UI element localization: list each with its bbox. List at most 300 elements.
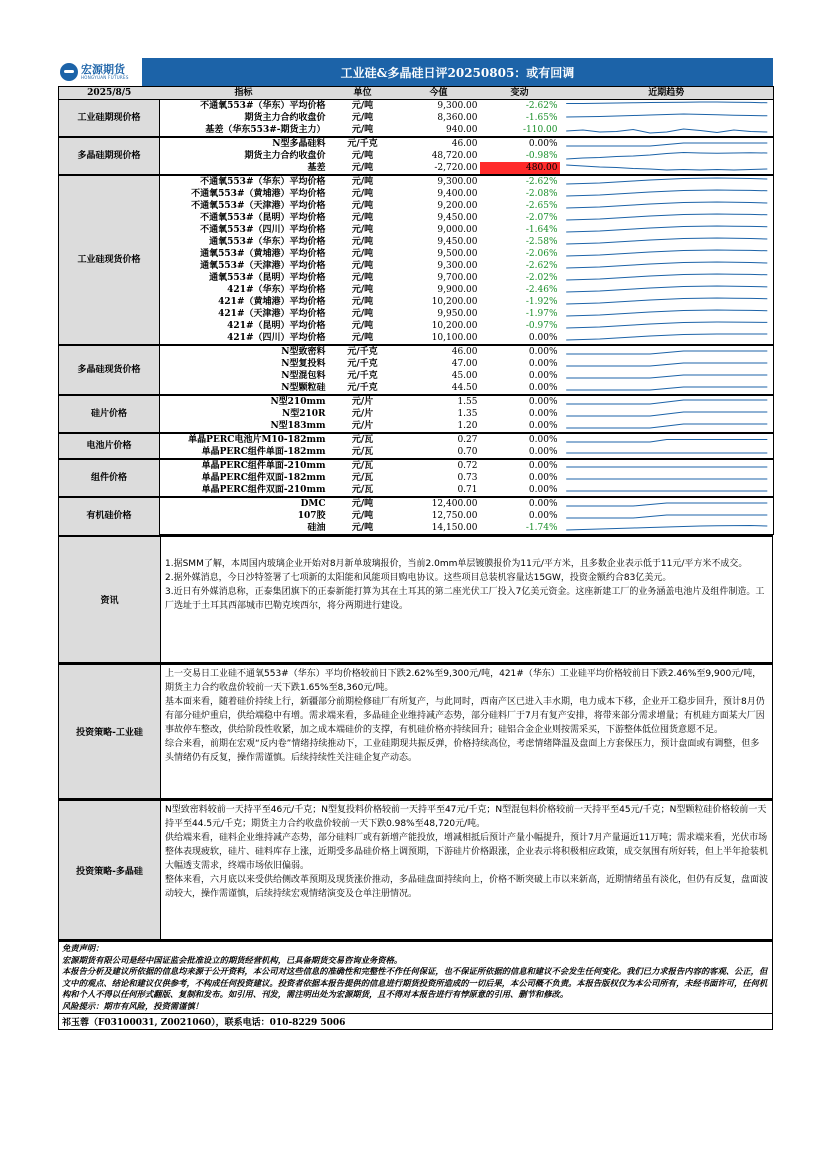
trend-cell: [560, 320, 774, 332]
value-cell: 45.00: [451, 370, 478, 381]
trend-sparkline: [562, 150, 772, 162]
si-strategy-paragraph: 综合来看，前期在宏观“反内卷”情绪持续推动下，工业硅期现共振反弹，价格持续高位，考虑情绪降温及盘面上方套保压力，预计盘面或有调整，但多头情绪仍有反复，操作需谨慎。后续持续性关注硅企复产动态。: [165, 739, 760, 763]
value-cell: 1.55: [398, 395, 480, 408]
trend-sparkline: [562, 370, 772, 382]
category-label: 多晶硅现货价格: [59, 345, 160, 395]
table-row: [59, 420, 774, 433]
trend-cell: [560, 112, 774, 124]
logo-name-en: HONGYUAN FUTURES: [81, 75, 129, 80]
change-cell: 0.00%: [528, 382, 558, 393]
indicator-name: N型210R: [282, 408, 326, 419]
change-cell: -2.62%: [480, 100, 560, 113]
value-cell: 9,500.00: [437, 248, 478, 259]
table-row: [59, 484, 774, 497]
change-cell: -2.06%: [525, 248, 558, 259]
unit-cell: 元/吨: [351, 248, 374, 259]
trend-line: [566, 351, 767, 354]
trend-sparkline: [562, 472, 772, 484]
disclaimer-title: 免责声明：: [62, 943, 104, 953]
indicator-name: 不通氧553#（黄埔港）平均价格: [191, 188, 326, 199]
unit-cell: 元/瓦: [351, 472, 374, 483]
table-row: [59, 137, 774, 150]
risk-warning: 风险提示：期市有风险，投资需谨慎！: [62, 1000, 204, 1011]
unit-cell: 元/吨: [351, 200, 374, 211]
company-logo: [58, 58, 140, 86]
value-cell: 9,300.00: [398, 100, 480, 113]
trend-sparkline: [562, 382, 772, 394]
trend-cell: [560, 224, 774, 236]
trend-cell: [560, 408, 774, 420]
change-cell: -0.98%: [525, 150, 558, 161]
trend-cell: [560, 446, 774, 459]
unit-cell: 元/瓦: [328, 433, 398, 446]
report-title: 工业硅&多晶硅日评20250805：或有回调: [142, 58, 773, 86]
trend-cell: [560, 260, 774, 272]
trend-cell: [560, 124, 774, 137]
trend-sparkline: [562, 124, 772, 136]
unit-cell: 元/片: [351, 408, 374, 419]
indicator-name: 基差: [307, 162, 326, 173]
trend-line: [566, 129, 767, 133]
unit-cell: 元/吨: [351, 260, 374, 271]
table-row: [59, 272, 774, 284]
poly-strategy-paragraph: N型致密料较前一天持平至46元/千克；N型复投料价格较前一天持平至47元/千克；N型混包料价格较前一天持平至45元/千克；N型颗粒硅价格较前一天持平至44.5元/千克；期货主力合约收盘价较前一天下跌0.98%至48,720元/吨。: [165, 805, 767, 829]
trend-sparkline: [562, 138, 772, 150]
logo-mark-icon: [60, 63, 78, 81]
table-row: [59, 162, 774, 175]
trend-line: [566, 178, 767, 184]
trend-sparkline: [562, 176, 772, 188]
change-cell: 0.00%: [480, 395, 560, 408]
unit-cell: 元/千克: [347, 370, 378, 381]
value-cell: 9,400.00: [437, 188, 478, 199]
table-row: [59, 284, 774, 296]
trend-line: [566, 526, 767, 531]
si-strategy-paragraph: 基本面来看，随着硅价持续上行，新疆部分前期检修硅厂有所复产，与此同时，西南产区已进入丰水期，电力成本下移，企业开工稳步回升，预计8月仍有部分硅炉重启，供给端稳中有增。需求端来看，多晶硅企业维持减产态势，部分硅料厂于7月有复产安排，将带来部分需求增量；有机硅方面某大厂因事故停车整改，供给阶段性收紧，加之成本端硅价的支撑，有机硅价格亦持续回升；硅铝合金企业则按需采买，下游整体低位囤货意愿不足。: [165, 697, 765, 735]
poly-strategy-label: 投资策略-多晶硅: [59, 801, 161, 939]
news-item: 1.据SMM了解，本周国内玻璃企业开始对8月新单玻璃报价，当前2.0mm单层镀膜报价为11元/平方米，且多数企业表示低于11元/平方米不成交。: [165, 559, 748, 569]
change-cell: -2.46%: [525, 284, 558, 295]
unit-cell: 元/千克: [328, 137, 398, 150]
si-strategy-section: [58, 663, 773, 799]
trend-sparkline: [562, 296, 772, 308]
trend-sparkline: [562, 510, 772, 522]
change-cell: -110.00: [522, 124, 558, 135]
table-row: [59, 260, 774, 272]
change-cell: 480.00: [480, 162, 560, 175]
value-cell: 9,450.00: [437, 236, 478, 247]
unit-cell: 元/瓦: [351, 446, 374, 457]
news-label: 资讯: [59, 537, 161, 662]
unit-cell: 元/吨: [351, 296, 374, 307]
logo-name-cn: 宏源期货: [81, 63, 125, 76]
trend-cell: [560, 296, 774, 308]
news-body: [161, 537, 772, 662]
trend-cell: [560, 382, 774, 395]
trend-line: [566, 165, 767, 170]
trend-cell: [560, 459, 774, 472]
change-cell: -2.58%: [525, 236, 558, 247]
col-trend: 近期趋势: [560, 87, 774, 100]
trend-sparkline: [562, 212, 772, 224]
indicator-name: N型复投料: [281, 358, 326, 369]
table-row: [59, 248, 774, 260]
disclaimer-line: 本报告分析及建议所依据的信息均来源于公开资料，本公司对这些信息的准确性和完整性不作任何保证，也不保证所依据的信息和建议不会发生任何变化。我们已力求报告内容的客观、公正，但文中的观点、结论和建议仅供参考，不构成任何投资建议。投资者依据本报告提供的信息进行期货投资所造成的一切后果，本公司概不负责。本报告版权仅为本公司所有，未经书面许可，任何机构和个人不得以任何形式翻版、复制和发布。如引用、刊发，需注明出处为宏源期货，且不得对本报告进行有悖原意的引用、删节和修改。: [62, 966, 768, 999]
unit-cell: 元/吨: [328, 100, 398, 113]
unit-cell: 元/吨: [351, 124, 374, 135]
trend-sparkline: [562, 332, 772, 344]
change-cell: 0.00%: [528, 472, 558, 483]
trend-cell: [560, 200, 774, 212]
unit-cell: 元/吨: [351, 236, 374, 247]
trend-line: [566, 274, 767, 280]
change-cell: 0.00%: [480, 497, 560, 510]
trend-cell: [560, 272, 774, 284]
trend-sparkline: [562, 308, 772, 320]
table-row: [59, 395, 774, 408]
value-cell: 10,200.00: [431, 320, 478, 331]
indicator-name: 421#（天津港）平均价格: [218, 308, 326, 319]
unit-cell: 元/吨: [351, 308, 374, 319]
change-cell: 0.00%: [528, 510, 558, 521]
indicator-name: 单晶PERC组件双面-182mm: [201, 472, 326, 483]
indicator-name: 421#（黄埔港）平均价格: [218, 296, 326, 307]
unit-cell: 元/吨: [328, 522, 398, 535]
unit-cell: 元/吨: [328, 497, 398, 510]
trend-cell: [560, 370, 774, 382]
value-cell: 1.20: [457, 420, 478, 431]
unit-cell: 元/吨: [351, 320, 374, 331]
unit-cell: 元/片: [328, 395, 398, 408]
trend-cell: [560, 358, 774, 370]
unit-cell: 元/吨: [351, 150, 374, 161]
table-row: [59, 212, 774, 224]
trend-line: [566, 310, 767, 316]
unit-cell: 元/千克: [328, 345, 398, 358]
change-cell: -1.97%: [525, 308, 558, 319]
value-cell: 0.71: [457, 484, 478, 495]
table-row: [59, 472, 774, 484]
disclaimer: [58, 940, 773, 1014]
change-cell: -1.65%: [525, 112, 558, 123]
indicator-name: 421#（昆明）平均价格: [227, 320, 326, 331]
value-cell: 9,000.00: [437, 224, 478, 235]
indicator-name: 单晶PERC组件双面-210mm: [201, 484, 326, 495]
si-strategy-paragraph: 上一交易日工业硅不通氧553#（华东）平均价格较前日下跌2.62%至9,300元/吨，421#（华东）工业硅平均价格较前日下跌2.46%至9,900元/吨，期货主力合约收盘价较前一天下跌1.65%至8,360元/吨。: [165, 669, 762, 693]
value-cell: 9,300.00: [398, 175, 480, 188]
trend-line: [566, 286, 767, 292]
trend-line: [566, 102, 767, 104]
change-cell: 0.00%: [528, 370, 558, 381]
trend-sparkline: [562, 260, 772, 272]
col-change: 变动: [480, 87, 560, 100]
table-row: [59, 124, 774, 137]
trend-cell: [560, 100, 774, 113]
category-label: 电池片价格: [59, 433, 160, 459]
col-indicator: 指标: [160, 87, 328, 100]
trend-sparkline: [562, 420, 772, 432]
trend-line: [566, 363, 767, 366]
value-cell: 9,450.00: [437, 212, 478, 223]
unit-cell: 元/吨: [351, 510, 374, 521]
trend-cell: [560, 236, 774, 248]
trend-line: [566, 375, 767, 378]
indicator-name: 基差（华东553#-期货主力）: [205, 124, 326, 135]
trend-sparkline: [562, 522, 772, 534]
trend-sparkline: [562, 446, 772, 458]
value-cell: 9,950.00: [437, 308, 478, 319]
value-cell: 9,300.00: [437, 260, 478, 271]
table-row: [59, 150, 774, 162]
table-row: [59, 522, 774, 535]
value-cell: 10,200.00: [431, 296, 478, 307]
trend-sparkline: [562, 484, 772, 496]
indicator-name: 421#（华东）平均价格: [227, 284, 326, 295]
trend-sparkline: [562, 224, 772, 236]
table-row: [59, 497, 774, 510]
unit-cell: 元/吨: [351, 224, 374, 235]
value-cell: 46.00: [398, 137, 480, 150]
unit-cell: 元/吨: [351, 272, 374, 283]
category-label: 多晶硅期现价格: [59, 137, 160, 175]
change-cell: -2.02%: [525, 272, 558, 283]
indicator-name: N型183mm: [270, 420, 326, 431]
poly-strategy-paragraph: 供给端来看，硅料企业维持减产态势，部分硅料厂或有新增产能投放，增减相抵后预计产量小幅提升，预计7月产量逼近11万吨；需求端来看，光伏市场整体表现疲软，硅片、硅料库存上涨，近期受多晶硅价格上调预期，下游硅片价格跟涨，企业表示将积极相应政策，成交氛围有所好转，但上半年抢装机大幅透支需求，终端市场依旧偏弱。: [165, 833, 769, 871]
change-cell: 0.00%: [480, 137, 560, 150]
table-row: [59, 308, 774, 320]
value-cell: -2,720.00: [434, 162, 478, 173]
indicator-name: DMC: [160, 497, 328, 510]
indicator-name: 通氧553#（天津港）平均价格: [200, 260, 326, 271]
table-row: [59, 100, 774, 113]
table-header-row: [59, 87, 774, 100]
trend-line: [566, 334, 767, 340]
trend-line: [566, 114, 767, 117]
change-cell: -0.97%: [525, 320, 558, 331]
change-cell: 0.00%: [480, 459, 560, 472]
table-row: [59, 382, 774, 395]
unit-cell: 元/吨: [351, 188, 374, 199]
value-cell: 44.50: [451, 382, 478, 393]
indicator-name: 不通氧553#（华东）平均价格: [160, 175, 328, 188]
change-cell: 0.00%: [528, 420, 558, 431]
change-cell: -2.08%: [525, 188, 558, 199]
change-cell: -1.64%: [525, 224, 558, 235]
trend-cell: [560, 395, 774, 408]
indicator-name: 单晶PERC电池片M10-182mm: [160, 433, 328, 446]
change-cell: -1.92%: [525, 296, 558, 307]
trend-sparkline: [562, 434, 772, 446]
table-row: [59, 370, 774, 382]
indicator-name: 期货主力合约收盘价: [244, 112, 326, 123]
change-cell: 0.00%: [528, 332, 558, 343]
unit-cell: 元/吨: [351, 162, 374, 173]
trend-line: [566, 262, 767, 268]
value-cell: 46.00: [398, 345, 480, 358]
trend-cell: [560, 420, 774, 433]
col-value: 今值: [398, 87, 480, 100]
trend-cell: [560, 308, 774, 320]
trend-line: [566, 503, 767, 506]
value-cell: 8,360.00: [437, 112, 478, 123]
change-cell: 0.00%: [528, 484, 558, 495]
trend-sparkline: [562, 112, 772, 124]
value-cell: 14,150.00: [398, 522, 480, 535]
trend-line: [566, 400, 767, 404]
trend-cell: [560, 433, 774, 446]
category-label: 工业硅期现价格: [59, 100, 160, 138]
unit-cell: 元/千克: [347, 358, 378, 369]
trend-cell: [560, 332, 774, 345]
trend-cell: [560, 345, 774, 358]
trend-cell: [560, 497, 774, 510]
change-cell: 0.00%: [480, 345, 560, 358]
value-cell: 47.00: [451, 358, 478, 369]
trend-sparkline: [562, 248, 772, 260]
poly-strategy-section: [58, 799, 773, 940]
trend-cell: [560, 137, 774, 150]
table-row: [59, 175, 774, 188]
value-cell: 9,200.00: [437, 200, 478, 211]
indicator-name: N型致密料: [160, 345, 328, 358]
indicator-name: N型颗粒硅: [281, 382, 326, 393]
trend-sparkline: [562, 272, 772, 284]
value-cell: 12,750.00: [431, 510, 478, 521]
trend-line: [566, 424, 767, 428]
trend-sparkline: [562, 358, 772, 370]
change-cell: -2.07%: [525, 212, 558, 223]
indicator-name: 单晶PERC组件单面-210mm: [160, 459, 328, 472]
change-cell: 0.00%: [528, 446, 558, 457]
trend-cell: [560, 484, 774, 497]
trend-cell: [560, 212, 774, 224]
table-row: [59, 332, 774, 345]
trend-line: [566, 143, 767, 146]
si-strategy-body: [161, 665, 772, 798]
report-page: [58, 58, 773, 1030]
value-cell: 1.35: [457, 408, 478, 419]
trend-cell: [560, 248, 774, 260]
trend-line: [566, 226, 767, 232]
value-cell: 940.00: [446, 124, 478, 135]
trend-line: [566, 298, 767, 304]
value-cell: 0.72: [398, 459, 480, 472]
trend-line: [566, 387, 767, 390]
table-row: [59, 433, 774, 446]
analyst-contact: 祁玉蓉（F03100031, Z0021060），联系电话：010-8229 5006: [58, 1014, 773, 1030]
value-cell: 0.27: [398, 433, 480, 446]
unit-cell: 元/瓦: [328, 459, 398, 472]
poly-strategy-paragraph: 整体来看，六月底以来受供给侧改革预期及现货涨价推动，多晶硅盘面持续向上，价格不断突破上市以来新高，近期情绪虽有淡化，但仍有反复，盘面波动较大，操作需谨慎，后续持续宏观情绪演变及仓单注册情况。: [165, 875, 769, 899]
table-row: [59, 236, 774, 248]
indicator-name: 107胶: [297, 510, 326, 521]
indicator-name: N型混包料: [281, 370, 326, 381]
category-label: 硅片价格: [59, 395, 160, 433]
trend-sparkline: [562, 460, 772, 472]
trend-line: [566, 238, 767, 244]
trend-cell: [560, 510, 774, 522]
table-row: [59, 358, 774, 370]
trend-line: [566, 250, 767, 256]
indicator-name: 不通氧553#（昆明）平均价格: [200, 212, 326, 223]
trend-line: [566, 322, 767, 328]
indicator-name: 不通氧553#（天津港）平均价格: [191, 200, 326, 211]
indicator-name: 不通氧553#（四川）平均价格: [200, 224, 326, 235]
news-item: 3.近日有外媒消息称，正泰集团旗下的正泰新能打算为其在土耳其的第二座光伏工厂投入7亿美元资金。这座新建工厂的业务涵盖电池片及组件制造。工厂选址于土耳其西部城市巴勒克埃西尔，将分两期进行建设。: [165, 587, 765, 611]
table-row: [59, 200, 774, 212]
trend-sparkline: [562, 162, 772, 174]
disclaimer-line: 宏源期货有限公司是经中国证监会批准设立的期货经营机构，已具备期货交易咨询业务资格。: [62, 954, 403, 965]
change-cell: -2.62%: [480, 175, 560, 188]
unit-cell: 元/吨: [351, 112, 374, 123]
indicator-name: 不通氧553#（华东）平均价格: [160, 100, 328, 113]
trend-line: [566, 190, 767, 196]
unit-cell: 元/吨: [351, 212, 374, 223]
trend-cell: [560, 150, 774, 162]
trend-line: [566, 515, 767, 518]
change-cell: 0.00%: [528, 408, 558, 419]
col-unit: 单位: [328, 87, 398, 100]
trend-cell: [560, 162, 774, 175]
report-header: [58, 58, 773, 86]
change-cell: -2.62%: [525, 260, 558, 271]
unit-cell: 元/吨: [351, 284, 374, 295]
indicator-name: 单晶PERC组件单面-182mm: [201, 446, 326, 457]
trend-cell: [560, 522, 774, 535]
trend-line: [566, 202, 767, 208]
trend-cell: [560, 472, 774, 484]
trend-sparkline: [562, 396, 772, 408]
table-row: [59, 345, 774, 358]
trend-line: [566, 214, 767, 220]
trend-cell: [560, 175, 774, 188]
si-strategy-label: 投资策略-工业硅: [59, 665, 161, 798]
change-cell: 0.00%: [528, 358, 558, 369]
indicator-name: 硅油: [160, 522, 328, 535]
indicator-name: N型多晶硅料: [160, 137, 328, 150]
news-section: [58, 535, 773, 663]
value-cell: 48,720.00: [431, 150, 478, 161]
trend-line: [566, 153, 767, 160]
indicator-name: N型210mm: [160, 395, 328, 408]
value-cell: 10,100.00: [431, 332, 478, 343]
value-cell: 0.70: [457, 446, 478, 457]
change-cell: -2.65%: [525, 200, 558, 211]
category-label: 工业硅现货价格: [59, 175, 160, 345]
table-row: [59, 296, 774, 308]
trend-sparkline: [562, 200, 772, 212]
trend-line: [566, 440, 767, 443]
unit-cell: 元/片: [351, 420, 374, 431]
trend-sparkline: [562, 408, 772, 420]
change-cell: -1.74%: [480, 522, 560, 535]
trend-line: [566, 412, 767, 416]
value-cell: 9,700.00: [437, 272, 478, 283]
trend-sparkline: [562, 284, 772, 296]
value-cell: 9,900.00: [437, 284, 478, 295]
trend-sparkline: [562, 188, 772, 200]
category-label: 有机硅价格: [59, 497, 160, 535]
indicator-name: 421#（四川）平均价格: [227, 332, 326, 343]
unit-cell: 元/吨: [328, 175, 398, 188]
unit-cell: 元/吨: [351, 332, 374, 343]
unit-cell: 元/瓦: [351, 484, 374, 495]
value-cell: 12,400.00: [398, 497, 480, 510]
trend-sparkline: [562, 346, 772, 358]
change-cell: 0.00%: [480, 433, 560, 446]
trend-sparkline: [562, 320, 772, 332]
news-item: 2.据外媒消息，今日沙特签署了七项新的太阳能和风能项目购电协议。这些项目总装机容量达15GW，投资金额约合83亿美元。: [165, 573, 672, 583]
